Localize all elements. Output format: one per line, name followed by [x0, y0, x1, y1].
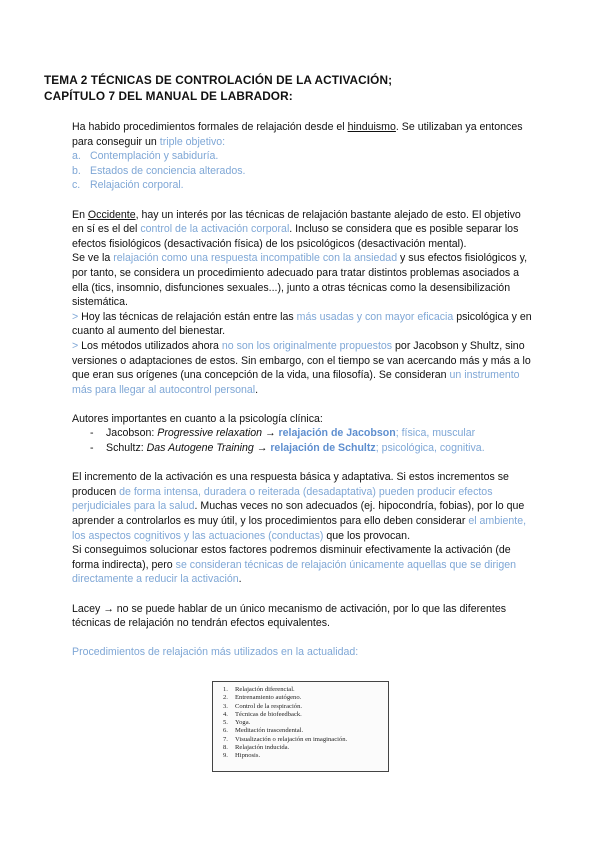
item-text: Yoga. [235, 719, 251, 727]
text: . Incluso se considera que es posible separar los efectos fisiológicos (desactivación física) de los psicológicos (desactivación mental). [72, 223, 519, 250]
highlight: un instrumento más para llegar al autocontrol personal [72, 369, 520, 396]
highlight: relajación como una respuesta incompatible con la ansiedad [113, 252, 398, 265]
objectives-list [72, 149, 532, 193]
procedures-heading: Procedimientos de relajación más utilizados en la actualidad: [72, 646, 359, 659]
item-number: 6. [223, 727, 228, 735]
text: . [238, 573, 242, 586]
list-item [223, 711, 388, 719]
highlight: el ambiente, los aspectos cognitivos y las actuaciones (conductas) [72, 515, 527, 542]
author-work: Das Autogene Training [146, 442, 254, 455]
list-item-text: Relajación corporal. [90, 179, 184, 192]
item-number: 7. [223, 735, 228, 743]
author-name: Schultz: [106, 442, 147, 455]
spacer [72, 631, 532, 646]
text: y sus efectos fisiológicos y, por tanto, se considera un procedimiento adecuado para tratar distintos problemas asociados a ella (tics, insomnio, disfunciones sexuales...), junto a otras técnicas como la desensibilización sistemática. [72, 252, 528, 309]
item-number: 1. [223, 686, 228, 693]
method-desc: ; física, muscular [395, 427, 476, 440]
list-item [72, 149, 532, 164]
page-title [44, 72, 564, 104]
item-text: Relajación inducida. [235, 744, 290, 752]
spacer [72, 456, 532, 471]
list-item [223, 752, 388, 760]
text: psicológica y en cuanto al aumento del bienestar. [72, 310, 532, 338]
text: Ha habido procedimientos formales de relajación desde el [72, 121, 348, 133]
list-item [72, 441, 532, 456]
paragraph-methods [72, 339, 532, 397]
list-marker: - [90, 442, 94, 455]
highlight: de forma intensa, duradera o reiterada (desadaptativa) pueden producir efectos perjudiciales para la salud [72, 485, 493, 513]
item-text: Meditación trascendental. [235, 727, 304, 735]
spacer [72, 193, 532, 208]
paragraph-hinduism [72, 120, 532, 149]
item-text: Hipnosis. [235, 752, 261, 760]
text: Si conseguimos solucionar estos factores podremos disminuir efectivamente la activación (de forma indirecta), pero [72, 544, 511, 571]
authors-list [72, 426, 532, 455]
author-name: Jacobson: [106, 427, 158, 440]
item-text: Entrenamiento autógeno. [235, 694, 302, 702]
procedures-list [213, 682, 388, 761]
list-item [223, 694, 388, 702]
method-desc: ; psicológica, cognitiva. [375, 442, 485, 455]
text: Hoy las técnicas de relajación están entre las [78, 310, 297, 323]
arrow-marker: > [72, 339, 79, 352]
text: que los provocan. [323, 529, 411, 542]
spacer [72, 587, 532, 602]
highlight: más usadas y con mayor eficacia [296, 310, 454, 323]
paragraph-occidente [72, 208, 532, 252]
item-text: Control de la respiración. [235, 702, 303, 710]
item-number: 9. [223, 752, 228, 760]
list-item [72, 164, 532, 179]
title-line-1: TEMA 2 TÉCNICAS DE CONTROLACIÓN DE LA ACTIVACIÓN; [44, 73, 393, 87]
paragraph-today [72, 310, 532, 339]
arrow: → [262, 427, 279, 440]
list-item-text: Contemplación y sabiduría. [90, 150, 219, 163]
highlight: no son los originalmente propuestos [221, 339, 393, 352]
text: Los métodos utilizados ahora [78, 339, 222, 352]
list-marker: a. [72, 150, 81, 163]
list-item [72, 426, 532, 441]
highlight: se consideran técnicas de relajación únicamente aquellas que se dirigen directamente a reducir la activación [72, 558, 517, 586]
list-item [223, 736, 388, 744]
text: . [255, 383, 259, 396]
item-number: 4. [223, 710, 228, 718]
text: Se ve la [72, 252, 114, 265]
method-name: relajación de Schultz [270, 442, 376, 455]
item-text: Visualización o relajación en imaginación. [235, 735, 348, 743]
list-item [223, 719, 388, 727]
list-marker: b. [72, 164, 81, 177]
item-number: 3. [223, 702, 228, 710]
item-number: 5. [223, 719, 228, 727]
paragraph-lacey: Lacey → no se puede hablar de un único mecanismo de activación, por lo que las diferentes técnicas de relajación no tendrán efectos equivalentes. [72, 602, 507, 630]
highlight: control de la activación corporal [140, 223, 290, 236]
item-number: 8. [223, 744, 228, 752]
text: . Se utilizaban ya entonces para conseguir un [72, 121, 523, 148]
document-body [72, 120, 532, 660]
hinduism-term: hinduismo [347, 121, 396, 133]
text: En [72, 208, 88, 221]
arrow-marker: > [72, 310, 79, 323]
text: , hay un interés por las técnicas de relajación bastante alejado de esto. El objetivo en sí es el del [72, 208, 521, 236]
title-line-2: CAPÍTULO 7 DEL MANUAL DE LABRADOR: [44, 89, 293, 103]
occidente-term: Occidente [87, 208, 136, 221]
paragraph-factors [72, 543, 532, 587]
list-item [223, 727, 388, 735]
text: . Muchas veces no son adecuados (ej. hipocondría, fobias), por lo que aprender a controlarlos es muy útil, y los procedimientos para ello deben considerar [72, 500, 525, 528]
authors-heading: Autores importantes en cuanto a la psicología clínica: [72, 412, 323, 425]
list-marker: - [90, 427, 94, 440]
arrow: → [253, 442, 271, 455]
list-item-text: Estados de conciencia alterados. [90, 164, 246, 177]
procedures-figure [212, 681, 389, 772]
text: El incremento de la activación es una respuesta básica y adaptativa. Si estos incrementos se producen [72, 471, 509, 498]
paragraph-anxiety [72, 251, 532, 309]
method-name: relajación de Jacobson [278, 427, 396, 440]
spacer [72, 397, 532, 412]
item-text: Técnicas de biofeedback. [235, 710, 302, 718]
text: por Jacobson y Shultz, sino versiones o adaptaciones de estos. Sin embargo, con el tiempo se van acercando más y más a lo que eran sus orígenes (una concepción de la vida, una filosofía). Se consideran [72, 339, 531, 382]
item-number: 2. [223, 694, 228, 702]
list-item [223, 686, 388, 694]
list-item [223, 744, 388, 752]
highlight-triple-objective: triple objetivo: [159, 135, 226, 148]
list-item [223, 703, 388, 711]
list-marker: c. [72, 179, 81, 192]
list-item [72, 178, 532, 193]
author-work: Progressive relaxation [157, 427, 263, 440]
paragraph-activation [72, 470, 532, 543]
item-text: Relajación diferencial. [235, 686, 295, 693]
